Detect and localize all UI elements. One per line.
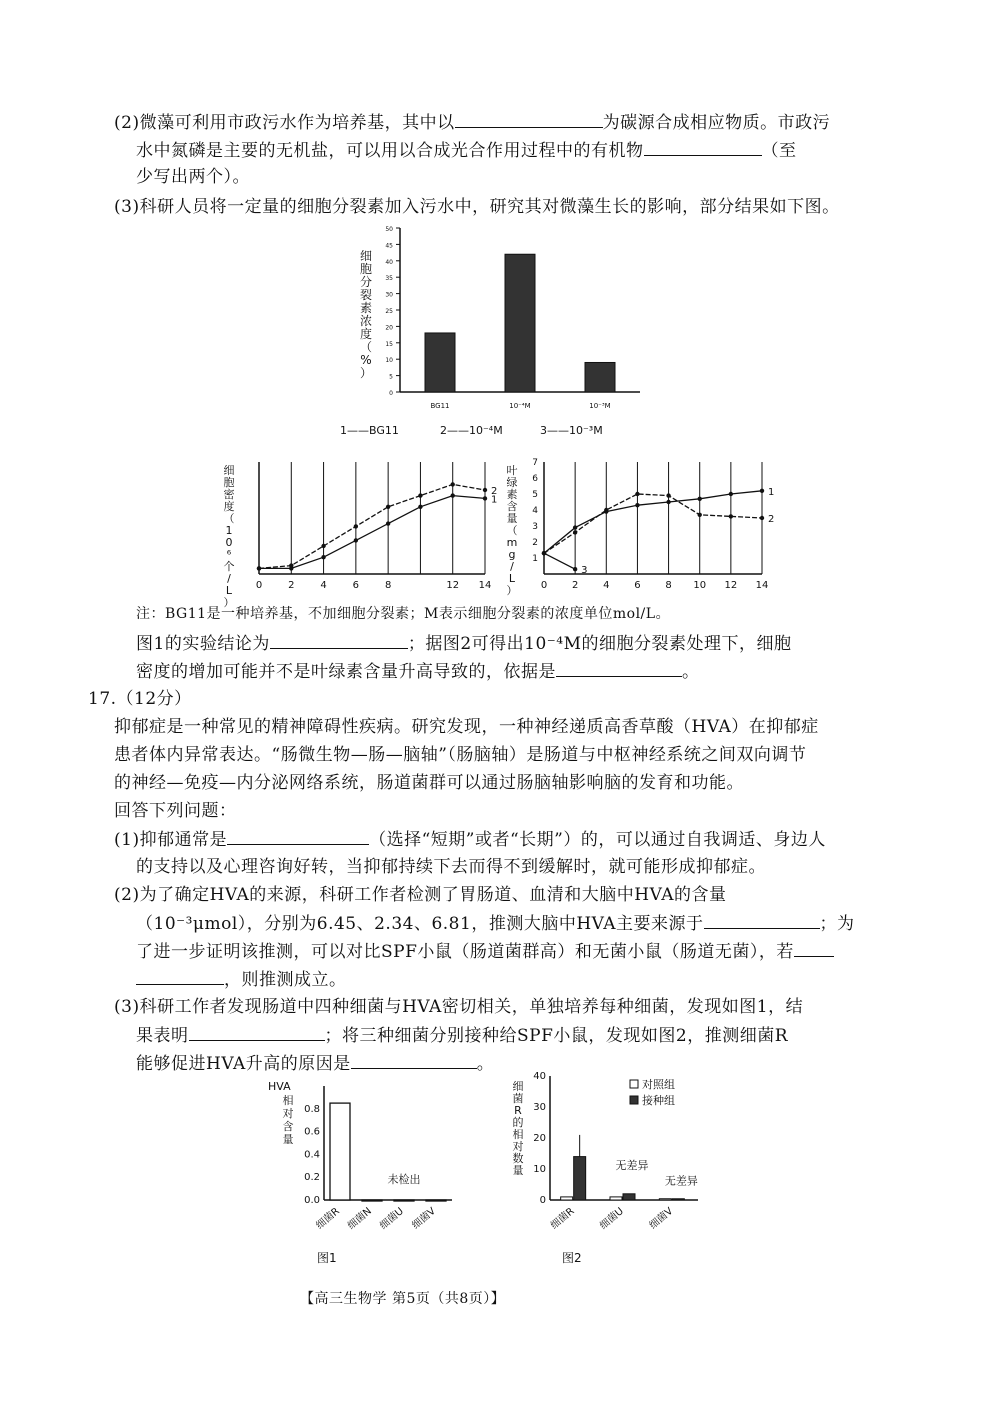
y-axis-label: /	[227, 572, 231, 585]
y-axis-label: 素	[506, 488, 518, 501]
answer-blank[interactable]	[455, 111, 603, 128]
y-axis-label: 度	[223, 500, 235, 513]
y-axis-label: 素	[359, 301, 373, 315]
y-axis-label: 1	[225, 524, 233, 537]
y-tick-label: 6	[532, 474, 538, 484]
data-point	[321, 544, 325, 548]
y-tick-label: 3	[532, 522, 538, 532]
data-point	[418, 493, 422, 497]
figure-2-chlorophyll-chart	[500, 448, 790, 600]
q16-conclusion-line2: 密度的增加可能并不是叶绿素含量升高导致的，依据是 。	[136, 662, 700, 682]
x-tick-label: 细菌U	[377, 1205, 406, 1232]
y-tick-label: 4	[532, 506, 538, 516]
x-tick-label: 8	[665, 580, 672, 591]
x-tick-label: BG11	[430, 402, 450, 410]
y-axis-label: 量	[506, 512, 518, 525]
y-axis-label: 对	[512, 1140, 524, 1153]
y-tick-label: 35	[385, 275, 393, 283]
y-tick-label: 45	[385, 242, 393, 250]
x-tick-label: 2	[288, 580, 295, 591]
y-axis-label: 裂	[359, 288, 373, 302]
legend-label: 接种组	[642, 1094, 675, 1107]
y-axis-label: ）	[223, 596, 235, 609]
y-tick-label: 5	[532, 490, 538, 500]
data-point	[418, 505, 422, 509]
y-tick-label: 0.8	[304, 1103, 320, 1115]
y-tick-label: 25	[385, 308, 393, 315]
data-point	[666, 500, 670, 504]
y-axis-label: （	[359, 340, 373, 354]
q17-intro-line1: 抑郁症是一种常见的精神障碍性疾病。研究发现，一种神经递质高香草酸（HVA）在抑郁症	[114, 717, 819, 737]
annotation: 无差异	[664, 1174, 698, 1188]
y-axis-label: 个	[223, 560, 235, 573]
y-axis-label: R	[514, 1104, 522, 1117]
x-tick-label: 14	[478, 580, 492, 591]
series-line	[544, 553, 575, 569]
data-point	[666, 493, 670, 497]
q16-part2-line2: 水中氮磷是主要的无机盐，可以用以合成光合作用过程中的有机物 （至	[136, 141, 797, 161]
data-point	[760, 516, 764, 520]
answer-blank[interactable]	[644, 139, 762, 156]
data-point	[573, 525, 577, 529]
x-tick-label: 12	[724, 580, 738, 591]
figure-caption: 图1	[317, 1251, 337, 1265]
answer-blank[interactable]	[794, 940, 834, 957]
x-tick-label: 6	[634, 580, 641, 591]
data-point	[386, 505, 390, 509]
y-axis-label: m	[506, 536, 518, 549]
data-point	[386, 521, 390, 525]
y-axis-label: 相	[282, 1094, 294, 1107]
y-axis-label: 胞	[359, 262, 373, 276]
bar	[394, 1200, 414, 1201]
y-tick-label: 30	[533, 1102, 546, 1113]
x-tick-label: 12	[446, 580, 460, 591]
y-axis-label: 浓	[359, 314, 373, 328]
series-line	[544, 494, 762, 553]
y-axis-label: 细	[512, 1080, 524, 1093]
y-axis-label: 叶	[506, 464, 518, 477]
figure-note: 注：BG11是一种培养基，不加细胞分裂素；M表示细胞分裂素的浓度单位mol/L。	[136, 606, 671, 622]
y-axis-label: （	[223, 512, 235, 525]
q17-s1-line2: 的支持以及心理咨询好转，当抑郁持续下去而得不到缓解时，就可能形成抑郁症。	[136, 857, 766, 877]
data-point	[289, 563, 293, 567]
q17-s2-line2: （10⁻³μmol），分别为6.45、2.34、6.81，推测大脑中HVA主要来源于 ；为	[136, 914, 855, 934]
bar	[426, 1200, 446, 1201]
y-axis-label: ）	[359, 366, 373, 380]
q16-conclusion-line1: 图1的实验结论为 ；据图2可得出10⁻⁴M的细胞分裂素处理下，细胞	[136, 634, 792, 654]
q16-part2-line1: (2)微藻可利用市政污水作为培养基，其中以 为碳源合成相应物质。市政污	[114, 113, 831, 133]
data-point	[635, 503, 639, 507]
y-axis-label: L	[508, 572, 516, 585]
q17-s3-line1: (3)科研工作者发现肠道中四种细菌与HVA密切相关，单独培养每种细菌，发现如图1，结	[114, 997, 804, 1017]
y-axis-label: 含	[282, 1120, 294, 1133]
y-tick-label: 0.6	[304, 1126, 320, 1138]
legend-entry: 3——10⁻³M	[540, 424, 603, 437]
data-point	[729, 514, 733, 518]
y-tick-label: 0	[389, 390, 393, 397]
y-axis-label: 的	[512, 1116, 524, 1129]
q17-figure-2-chart	[508, 1070, 723, 1270]
y-axis-label: 密	[223, 488, 235, 501]
series-line	[259, 496, 485, 569]
bar	[574, 1157, 586, 1200]
data-point	[698, 497, 702, 501]
bar	[362, 1200, 382, 1201]
y-axis-label: 胞	[223, 476, 235, 489]
bar	[425, 333, 455, 392]
data-point	[354, 524, 358, 528]
x-tick-label: 4	[320, 580, 327, 591]
answer-blank[interactable]	[556, 660, 682, 677]
answer-blank[interactable]	[704, 912, 820, 929]
data-point	[257, 566, 261, 570]
figure-2-cell-density-chart	[215, 448, 510, 609]
figure-caption: 图2	[562, 1251, 582, 1265]
series-label: 1	[768, 486, 775, 498]
x-tick-label: 14	[755, 580, 769, 591]
page-footer: 【高三生物学 第5页（共8页）】	[300, 1291, 506, 1307]
bar	[672, 1199, 684, 1200]
data-point	[573, 530, 577, 534]
q17-figure-1-chart	[262, 1072, 472, 1270]
answer-blank[interactable]	[270, 632, 408, 649]
series-label: 3	[581, 565, 588, 577]
x-tick-label: 细菌U	[597, 1205, 626, 1232]
data-point	[698, 513, 702, 517]
y-axis-label: %	[360, 353, 372, 367]
q17-s3-line3: 能够促进HVA升高的原因是 。	[136, 1054, 495, 1074]
q17-s2-line3: 了进一步证明该推测，可以对比SPF小鼠（肠道菌群高）和无菌小鼠（肠道无菌），若	[136, 940, 834, 963]
q17-intro-line3: 的神经—免疫—内分泌网络系统，肠道菌群可以通过肠脑轴影响脑的发育和功能。	[114, 773, 744, 793]
data-point	[451, 493, 455, 497]
bar	[623, 1194, 635, 1200]
y-tick-label: 0.0	[304, 1195, 320, 1206]
answer-blank[interactable]	[189, 1024, 325, 1041]
y-axis-label: /	[510, 560, 514, 573]
y-tick-label: 10	[533, 1164, 546, 1175]
y-axis-label: 0	[225, 536, 233, 549]
y-axis-label: 细	[359, 249, 373, 263]
x-tick-label: 细菌R	[314, 1205, 342, 1232]
legend-swatch	[630, 1096, 638, 1104]
x-tick-label: 4	[603, 580, 610, 591]
x-tick-label: 0	[540, 580, 548, 591]
data-point	[760, 489, 764, 493]
y-tick-label: 5	[389, 373, 393, 381]
data-point	[604, 508, 608, 512]
x-tick-label: 细菌V	[410, 1205, 438, 1232]
x-tick-label: 细菌V	[647, 1205, 676, 1232]
y-axis-label: 菌	[512, 1092, 524, 1105]
series-line	[544, 491, 762, 553]
data-point	[451, 482, 455, 486]
q16-part3-line1: (3)科研人员将一定量的细胞分裂素加入污水中，研究其对微藻生长的影响，部分结果如下图。	[114, 197, 840, 217]
y-axis-label: 量	[512, 1164, 524, 1177]
bar	[561, 1197, 573, 1200]
y-tick-label: 30	[385, 291, 393, 299]
legend-swatch	[630, 1080, 638, 1088]
data-point	[635, 492, 639, 496]
legend-label: 对照组	[642, 1078, 675, 1091]
y-axis-label: L	[225, 584, 233, 597]
y-tick-label: 0.2	[304, 1172, 320, 1184]
q17-header: 17.（12分）	[88, 689, 192, 709]
bar	[659, 1199, 671, 1200]
bar	[610, 1197, 622, 1200]
y-axis-label: ⁶	[226, 548, 232, 561]
q17-prompt: 回答下列问题：	[114, 801, 237, 821]
q17-s3-line2: 果表明 ；将三种细菌分别接种给SPF小鼠，发现如图2，推测细菌R	[136, 1026, 788, 1046]
y-tick-label: 0	[539, 1195, 546, 1206]
bar	[585, 362, 615, 392]
y-tick-label: 1	[532, 554, 538, 564]
q17-s1-line1: (1)抑郁通常是 （选择“短期”或者“长期”）的，可以通过自我调适、身边人	[114, 830, 826, 850]
y-axis-label: 对	[282, 1107, 294, 1120]
y-tick-label: 20	[533, 1133, 546, 1144]
x-tick-label: 6	[352, 580, 360, 591]
q17-s2-line1: (2)为了确定HVA的来源，科研工作者检测了胃肠道、血清和大脑中HVA的含量	[114, 885, 727, 905]
x-tick-label: 10⁻⁴M	[509, 402, 531, 410]
annotation: 无差异	[615, 1159, 649, 1172]
x-tick-label: 2	[571, 580, 579, 591]
series-label: 2	[768, 514, 775, 525]
y-axis-label: （	[506, 524, 518, 537]
q16-part2-line3: 少写出两个）。	[136, 167, 250, 187]
y-axis-label: 细	[223, 464, 235, 477]
y-axis-label: 量	[282, 1133, 294, 1146]
data-point	[729, 492, 733, 496]
figure-1-bar-chart	[340, 220, 650, 445]
data-point	[321, 555, 325, 559]
answer-blank[interactable]	[351, 1052, 477, 1069]
y-axis-label: 数	[512, 1152, 524, 1165]
y-tick-label: 0.4	[304, 1149, 320, 1161]
y-tick-label: 50	[385, 226, 393, 233]
y-axis-label: 度	[359, 327, 373, 341]
x-tick-label: 0	[255, 580, 263, 591]
y-axis-label: 含	[506, 500, 518, 513]
data-point	[354, 538, 358, 542]
bar	[505, 254, 535, 392]
legend-entry: 1——BG11	[340, 424, 399, 437]
y-tick-label: 40	[533, 1071, 546, 1082]
answer-blank[interactable]	[227, 828, 369, 845]
answer-blank[interactable]	[136, 968, 224, 985]
series-label: 1	[491, 494, 498, 506]
q17-intro-line2: 患者体内异常表达。“肠微生物—肠—脑轴”（肠脑轴）是肠道与中枢神经系统之间双向调节	[114, 745, 807, 765]
x-tick-label: 细菌R	[548, 1205, 577, 1232]
series-label: 2	[491, 486, 498, 497]
y-tick-label: 7	[532, 458, 538, 468]
y-axis-label: ）	[506, 584, 518, 597]
y-tick-label: 40	[385, 258, 393, 266]
x-tick-label: 8	[384, 580, 392, 591]
data-point	[483, 496, 487, 500]
data-point	[573, 567, 577, 571]
y-axis-label: g	[508, 548, 516, 561]
x-tick-label: 10	[693, 580, 707, 591]
y-axis-label: 分	[359, 275, 373, 289]
y-tick-label: 15	[385, 340, 393, 348]
y-axis-label: 绿	[506, 476, 518, 489]
y-axis-label: HVA	[268, 1080, 291, 1093]
y-tick-label: 2	[532, 538, 538, 548]
bar	[330, 1103, 350, 1200]
q17-s2-line4: ，则推测成立。	[136, 968, 347, 991]
legend-entry: 2——10⁻⁴M	[440, 424, 503, 437]
x-tick-label: 细菌N	[345, 1205, 374, 1232]
data-point	[542, 551, 546, 555]
y-axis-label: 相	[512, 1128, 524, 1141]
annotation: 未检出	[387, 1172, 421, 1186]
y-tick-label: 10	[385, 357, 393, 365]
x-tick-label: 10⁻³M	[589, 402, 611, 410]
data-point	[483, 488, 487, 492]
y-tick-label: 20	[385, 324, 393, 332]
